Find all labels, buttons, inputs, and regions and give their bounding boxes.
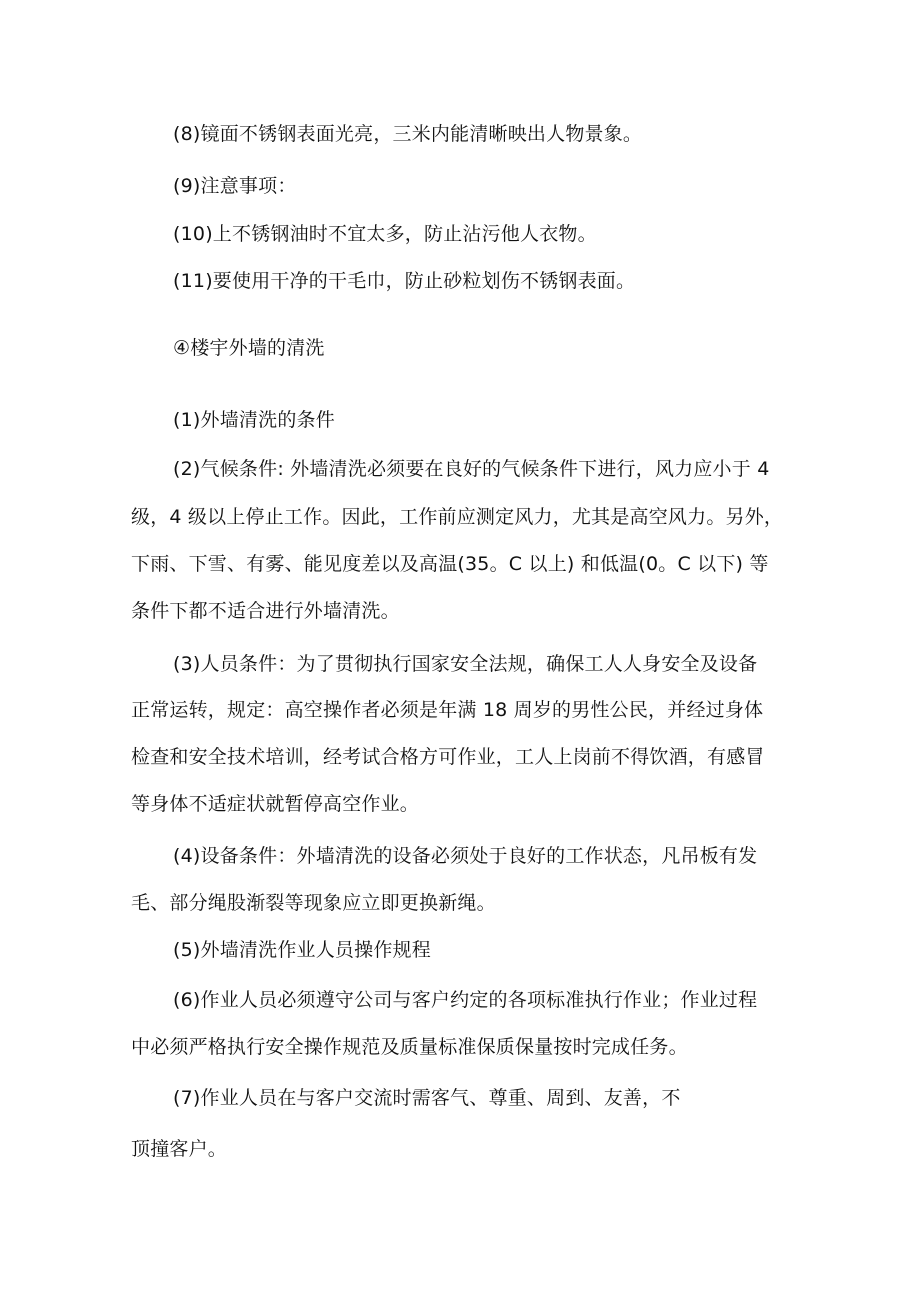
text-line: (11)要使用干净的干毛巾，防止砂粒划伤不锈钢表面。 <box>173 270 636 292</box>
text-line: 正常运转，规定：高空操作者必须是年满 18 周岁的男性公民，并经过身体 <box>131 699 764 721</box>
text-line: (10)上不锈钢油时不宜太多，防止沾污他人衣物。 <box>173 223 597 245</box>
text-line: 毛、部分绳股渐裂等现象应立即更换新绳。 <box>131 892 496 914</box>
text-line: (4)设备条件：外墙清洗的设备必须处于良好的工作状态，凡吊板有发 <box>173 845 758 867</box>
text-line: (1)外墙清洗的条件 <box>173 409 335 431</box>
text-line: (2)气候条件: 外墙清洗必须要在良好的气候条件下进行，风力应小于 4 <box>173 458 770 480</box>
text-line: 级，4 级以上停止工作。因此，工作前应测定风力，尤其是高空风力。另外， <box>131 506 784 528</box>
text-line: 等身体不适症状就暂停高空作业。 <box>131 793 420 815</box>
text-line: (9)注意事项： <box>173 175 297 197</box>
text-line: 检查和安全技术培训，经考试合格方可作业，工人上岗前不得饮酒，有感冒 <box>131 746 765 768</box>
section-heading: ④楼宇外墙的清洗 <box>173 337 325 359</box>
text-line: (6)作业人员必须遵守公司与客户约定的各项标准执行作业；作业过程 <box>173 989 758 1011</box>
text-line: (8)镜面不锈钢表面光亮，三米内能清晰映出人物景象。 <box>173 123 643 145</box>
text-line: (7)作业人员在与客户交流时需客气、尊重、周到、友善，不 <box>173 1087 681 1109</box>
text-line: 下雨、下雪、有雾、能见度差以及高温(35。C 以上) 和低温(0。C 以下) 等 <box>131 553 769 575</box>
text-line: 条件下都不适合进行外墙清洗。 <box>131 600 400 622</box>
text-line: 中必须严格执行安全操作规范及质量标准保质保量按时完成任务。 <box>131 1036 688 1058</box>
text-line: (5)外墙清洗作业人员操作规程 <box>173 939 431 961</box>
text-line: (3)人员条件：为了贯彻执行国家安全法规，确保工人人身安全及设备 <box>173 653 758 675</box>
text-line: 顶撞客户。 <box>131 1138 228 1160</box>
